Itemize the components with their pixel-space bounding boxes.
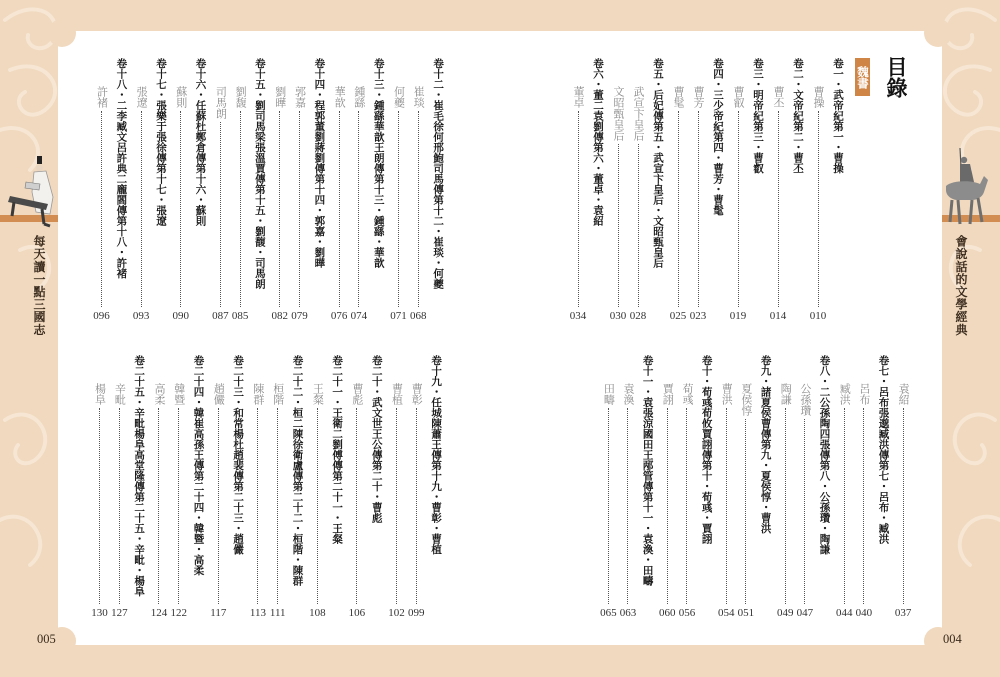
entry-page-number: 023 — [689, 310, 707, 322]
volume-heading — [191, 58, 211, 322]
entry-name: 司馬朗 — [214, 86, 228, 119]
dot-leader — [738, 111, 739, 307]
entry-name: 曹彪 — [350, 383, 364, 405]
toc-entry — [854, 355, 874, 619]
entry-page-number: 068 — [410, 310, 427, 322]
entry-name: 劉馥 — [234, 86, 248, 108]
horseman-illustration-icon — [938, 146, 990, 230]
entry-name: 董卓 — [572, 86, 585, 108]
entry-page-number: 090 — [172, 310, 189, 322]
toc-entry — [618, 355, 638, 619]
volume-heading-text: 卷七・呂布張邈臧洪傳第七・呂布・臧洪 — [877, 355, 890, 544]
entry-page-number: 082 — [271, 310, 288, 322]
toc-entry — [657, 355, 677, 619]
toc-entry — [728, 58, 748, 322]
volume-heading — [369, 58, 389, 322]
entry-name: 張遼 — [135, 86, 149, 108]
entry-page-number: 063 — [619, 607, 637, 619]
volume-heading — [228, 355, 248, 619]
entry-name: 荀彧 — [680, 383, 694, 405]
volume-heading — [189, 355, 209, 619]
volume-heading-text: 卷二十一・王衛二劉傅傳第二十一・王粲 — [331, 355, 344, 544]
volume-heading — [708, 58, 728, 322]
volume-heading — [151, 58, 171, 322]
volume-heading — [788, 58, 808, 322]
entry-page-number: 111 — [269, 607, 286, 619]
dot-leader — [726, 408, 727, 604]
dot-leader — [818, 111, 819, 307]
toc-entry — [329, 58, 349, 322]
scholar-illustration-icon — [6, 152, 58, 232]
volume-heading-text: 卷九・諸夏侯曹傳第九・夏侯惇・曹洪 — [759, 355, 772, 534]
entry-name: 陳群 — [251, 383, 265, 405]
volume-heading — [815, 355, 835, 619]
entry-name: 蘇則 — [174, 86, 188, 108]
volume-heading-text: 卷三・明帝紀第三・曹叡 — [752, 58, 764, 174]
volume-heading-text: 卷二十四・韓崔高孫王傳第二十四・韓暨・高柔 — [192, 355, 205, 576]
entry-page-number: 037 — [894, 607, 912, 619]
entry-page-number: 040 — [855, 607, 873, 619]
dot-leader — [804, 419, 805, 604]
dot-leader — [844, 408, 845, 604]
dot-leader — [396, 408, 397, 604]
volume-heading — [428, 58, 448, 322]
entry-name: 辛毗 — [113, 383, 127, 405]
entry-name: 劉曄 — [273, 86, 287, 108]
dot-leader — [638, 144, 639, 307]
dot-leader — [299, 111, 300, 307]
entry-name: 曹芳 — [692, 86, 705, 108]
volume-heading — [638, 355, 658, 619]
toc-entry — [408, 58, 428, 322]
toc-entry — [406, 355, 426, 619]
entry-page-number: 065 — [600, 607, 617, 619]
entry-name: 桓階 — [271, 383, 285, 405]
section-badge-label: 魏書 — [856, 65, 870, 89]
entry-page-number: 076 — [330, 310, 348, 322]
volume-heading-text: 卷二十三・和常楊杜趙裴傳第二十三・趙儼 — [232, 355, 245, 555]
entry-name: 袁渙 — [621, 383, 635, 405]
volume-heading — [288, 355, 308, 619]
volume-heading-text: 卷十四・程郭董劉蔣劉傳第十四・郭嘉・劉曄 — [313, 58, 326, 268]
toc-entry — [270, 58, 290, 322]
dot-leader — [339, 111, 340, 307]
entry-page-number: 028 — [629, 310, 647, 322]
entry-page-number: 060 — [659, 607, 676, 619]
volume-heading-text: 卷十九・任城陳蕭王傳第十九・曹彰・曹植 — [430, 355, 443, 555]
volume-heading — [648, 58, 668, 322]
volume-heading-text: 卷十・荀彧荀攸賈詡傳第十・荀彧・賈詡 — [700, 355, 713, 544]
frame-corner-top-right — [924, 19, 952, 47]
dot-leader — [356, 408, 357, 604]
left-page-top-toc — [91, 58, 448, 322]
volume-heading-text: 卷十二・崔毛徐何邢鮑司馬傳第十二・崔琰・何夔 — [432, 58, 445, 289]
dot-leader — [698, 111, 699, 307]
volume-heading — [828, 58, 848, 322]
volume-heading — [111, 58, 131, 322]
dot-leader — [578, 111, 579, 307]
entry-name: 賈詡 — [661, 383, 675, 405]
dot-leader — [317, 408, 318, 604]
volume-heading — [327, 355, 347, 619]
volume-heading-text: 卷十七・張樂于張徐傳第十七・張遼 — [154, 58, 167, 226]
entry-name: 曹洪 — [720, 383, 734, 405]
entry-page-number: 087 — [212, 310, 229, 322]
entry-name: 曹彰 — [410, 383, 424, 405]
entry-page-number: 049 — [776, 607, 794, 619]
volume-heading-text: 卷二・文帝紀第二・曹丕 — [792, 58, 804, 174]
volume-heading — [874, 355, 894, 619]
toc-entry — [389, 58, 409, 322]
entry-name: 公孫瓚 — [798, 383, 812, 416]
dot-leader — [218, 408, 219, 604]
entry-page-number: 010 — [809, 310, 827, 322]
toc-entry — [768, 58, 788, 322]
entry-page-number: 093 — [132, 310, 150, 322]
dot-leader — [279, 111, 280, 307]
entry-page-number: 044 — [835, 607, 853, 619]
entry-page-number: 074 — [350, 310, 368, 322]
toc-entry — [347, 355, 367, 619]
toc-entry — [248, 355, 268, 619]
right-page-top-toc — [568, 58, 848, 322]
frame-corner-top-left — [48, 19, 76, 47]
entry-name: 曹丕 — [772, 86, 785, 108]
right-side-caption: 會說話的文學經典 — [954, 235, 968, 336]
toc-entry — [109, 355, 129, 619]
dot-leader — [178, 408, 179, 604]
entry-name: 夏侯惇 — [739, 383, 753, 416]
entry-name: 臧洪 — [838, 383, 852, 405]
right-page-bottom-toc — [598, 355, 913, 619]
dot-leader — [778, 111, 779, 307]
volume-heading — [426, 355, 446, 619]
entry-name: 袁紹 — [897, 383, 911, 405]
entry-page-number: 096 — [93, 310, 110, 322]
dot-leader — [618, 144, 619, 307]
entry-page-number: 034 — [569, 310, 587, 322]
volume-heading — [756, 355, 776, 619]
entry-page-number: 124 — [150, 607, 168, 619]
dot-leader — [358, 111, 359, 307]
toc-entry — [349, 58, 369, 322]
volume-heading-text: 卷二十二・桓二陳徐衛盧傳第二十二・桓階・陳群 — [291, 355, 304, 586]
dot-leader — [785, 408, 786, 604]
dot-leader — [101, 111, 102, 307]
toc-entry — [688, 58, 708, 322]
entry-name: 高柔 — [152, 383, 166, 405]
toc-entry — [568, 58, 588, 322]
entry-page-number: 130 — [91, 607, 108, 619]
toc-entry — [131, 58, 151, 322]
dot-leader — [678, 111, 679, 307]
dot-leader — [667, 408, 668, 604]
dot-leader — [686, 408, 687, 604]
toc-entry — [736, 355, 756, 619]
page-title: 目錄 — [884, 56, 908, 98]
volume-heading-text: 卷六・董二袁劉傳第六・董卓・袁紹 — [592, 58, 604, 226]
entry-name: 趙儼 — [212, 383, 226, 405]
volume-heading-text: 卷二十五・辛毗楊阜高堂隆傳第二十五・辛毗・楊阜 — [133, 355, 146, 597]
volume-heading — [697, 355, 717, 619]
volume-heading-text: 卷十六・任蘇杜鄭倉傳第十六・蘇則 — [194, 58, 207, 226]
toc-entry — [834, 355, 854, 619]
volume-heading — [588, 58, 608, 322]
dot-leader — [398, 111, 399, 307]
dot-leader — [627, 408, 628, 604]
dot-leader — [141, 111, 142, 307]
toc-entry — [208, 355, 228, 619]
entry-page-number: 127 — [111, 607, 128, 619]
volume-heading-text: 卷八・二公孫陶四張傳第八・公孫瓚・陶謙 — [818, 355, 831, 555]
entry-page-number: 056 — [678, 607, 696, 619]
volume-heading — [309, 58, 329, 322]
entry-name: 曹植 — [390, 383, 404, 405]
entry-name: 鍾繇 — [352, 86, 366, 108]
toc-entry — [210, 58, 230, 322]
toc-entry — [795, 355, 815, 619]
entry-page-number: 117 — [210, 607, 227, 619]
entry-page-number: 106 — [348, 607, 366, 619]
dot-leader — [158, 408, 159, 604]
entry-name: 楊阜 — [93, 383, 107, 405]
toc-entry — [808, 58, 828, 322]
entry-page-number: 014 — [769, 310, 787, 322]
volume-heading-text: 卷十五・劉司馬梁張溫賈傳第十五・劉馥・司馬朗 — [253, 58, 266, 289]
volume-heading — [129, 355, 149, 619]
dot-leader — [416, 408, 417, 604]
entry-name: 許褚 — [95, 86, 109, 108]
entry-page-number: 102 — [388, 607, 405, 619]
section-badge — [855, 58, 870, 96]
toc-entry — [92, 58, 112, 322]
entry-page-number: 051 — [737, 607, 755, 619]
dot-leader — [745, 419, 746, 604]
right-page-number: 004 — [943, 632, 962, 646]
entry-name: 韓暨 — [172, 383, 186, 405]
volume-heading-text: 卷十八・二李臧文呂許典二龐閻傳第十八・許褚 — [115, 58, 128, 279]
volume-heading-text: 卷二十・武文世王公傳第二十・曹彪 — [370, 355, 383, 523]
toc-entry — [628, 58, 648, 322]
dot-leader — [257, 408, 258, 604]
entry-name: 崔琰 — [412, 86, 426, 108]
toc-entry — [307, 355, 327, 619]
toc-entry — [290, 58, 310, 322]
toc-entry — [90, 355, 110, 619]
entry-name: 曹髦 — [672, 86, 685, 108]
entry-name: 文昭甄皇后 — [612, 86, 625, 141]
left-side-caption: 每天讀一點三國志 — [32, 235, 46, 336]
entry-page-number: 113 — [249, 607, 266, 619]
left-page-bottom-toc — [89, 355, 446, 619]
dot-leader — [99, 408, 100, 604]
entry-name: 郭嘉 — [293, 86, 307, 108]
entry-name: 華歆 — [333, 86, 347, 108]
left-page-number: 005 — [37, 632, 56, 646]
toc-entry — [149, 355, 169, 619]
entry-name: 武宣卞皇后 — [632, 86, 645, 141]
toc-entry — [668, 58, 688, 322]
volume-heading-text: 卷四・三少帝紀第四・曹芳・曹髦 — [712, 58, 724, 216]
toc-entry — [893, 355, 913, 619]
volume-heading — [748, 58, 768, 322]
volume-heading — [367, 355, 387, 619]
entry-name: 曹叡 — [732, 86, 745, 108]
dot-leader — [240, 111, 241, 307]
dot-leader — [863, 408, 864, 604]
entry-page-number: 071 — [390, 310, 407, 322]
entry-page-number: 122 — [170, 607, 187, 619]
dot-leader — [418, 111, 419, 307]
dot-leader — [608, 408, 609, 604]
dot-leader — [180, 111, 181, 307]
entry-page-number: 079 — [291, 310, 308, 322]
dot-leader — [903, 408, 904, 604]
entry-page-number: 047 — [796, 607, 814, 619]
toc-entry — [599, 355, 619, 619]
entry-page-number: 030 — [609, 310, 627, 322]
volume-heading-text: 卷一・武帝紀第一・曹操 — [832, 58, 844, 174]
entry-name: 陶謙 — [779, 383, 793, 405]
entry-page-number: 025 — [669, 310, 687, 322]
entry-page-number: 085 — [231, 310, 249, 322]
toc-entry — [230, 58, 250, 322]
entry-page-number: 054 — [718, 607, 735, 619]
toc-entry — [716, 355, 736, 619]
toc-entry — [775, 355, 795, 619]
entry-name: 王粲 — [311, 383, 325, 405]
volume-heading-text: 卷五・后妃傳第五・武宣卞皇后・文昭甄皇后 — [652, 58, 664, 268]
dot-leader — [119, 408, 120, 604]
entry-page-number: 108 — [309, 607, 326, 619]
entry-name: 呂布 — [857, 383, 871, 405]
entry-name: 何夔 — [392, 86, 406, 108]
entry-name: 曹操 — [812, 86, 825, 108]
toc-entry — [387, 355, 407, 619]
dot-leader — [220, 122, 221, 307]
toc-entry — [169, 355, 189, 619]
volume-heading-text: 卷十三・鍾繇華歆王朗傳第十三・鍾繇・華歆 — [372, 58, 385, 268]
volume-heading-text: 卷十一・袁張涼國田王邴管傳第十一・袁渙・田疇 — [641, 355, 654, 586]
entry-name: 田疇 — [602, 383, 616, 405]
dot-leader — [277, 408, 278, 604]
toc-entry — [608, 58, 628, 322]
entry-page-number: 019 — [729, 310, 747, 322]
toc-entry — [268, 355, 288, 619]
toc-entry — [171, 58, 191, 322]
toc-entry — [677, 355, 697, 619]
volume-heading — [250, 58, 270, 322]
entry-page-number: 099 — [408, 607, 425, 619]
